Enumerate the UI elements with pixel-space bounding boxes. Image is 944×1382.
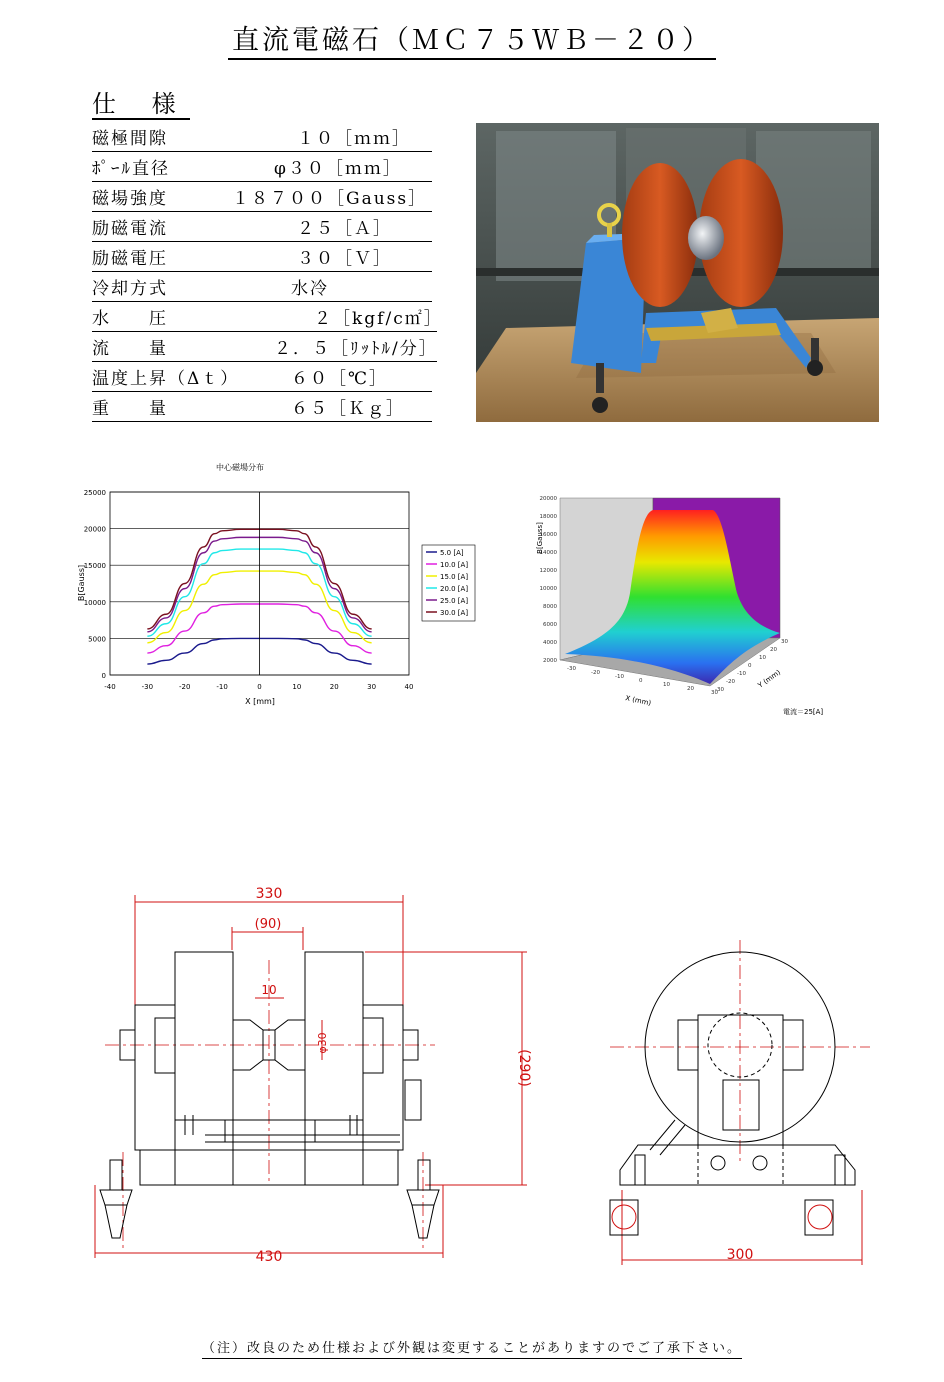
chart-title: 中心磁場分布 [216,463,264,472]
legend-entry: 5.0 [A] [440,549,464,557]
spec-row [92,331,437,362]
legend-entry: 20.0 [A] [440,585,469,593]
spec-row [92,391,432,422]
z-tick-label: 12000 [539,568,557,574]
dim-gap-outer: (90) [254,917,282,932]
spec-label: 磁極間隙 [92,129,168,149]
y-tick-label: 10000 [83,598,106,607]
dim-overall-width: 430 [255,1249,283,1265]
spec-label: 励磁電圧 [92,249,168,269]
x-tick-label: 30 [367,683,377,691]
z-tick-labels [540,496,558,664]
spec-row [92,211,432,242]
x-tick-label: -20 [591,670,600,676]
footnote-text: （注）改良のため仕様および外観は変更することがありますのでご了承下さい。 [202,1341,742,1359]
z-tick-label: 10000 [539,586,557,592]
z-tick-label: 2000 [543,658,557,664]
dim-width: 330 [255,886,283,902]
y-tick-label: -10 [737,671,746,677]
y-tick-label: 5000 [88,635,106,644]
x-tick-label: 10 [663,682,670,688]
z-tick-label: 8000 [543,604,557,610]
spec-value: １０［ｍｍ］ [297,129,411,149]
spec-label: 重 量 [92,399,168,419]
spec-label: 温度上昇（Δｔ） [92,369,240,389]
z-tick-label: 14000 [539,550,557,556]
x-tick-label: -40 [104,683,116,691]
spec-value: φ３０［ｍｍ］ [274,159,402,179]
y-tick-label: 20000 [83,525,106,534]
y-tick-label: 30 [781,639,788,645]
y-tick-label: 0 [101,672,106,680]
z-tick-label: 18000 [539,514,557,520]
x-tick-label: 0 [257,683,262,691]
spec-label: ﾎﾟｰﾙ直径 [92,159,170,179]
current-annotation: 電流＝25[A] [783,708,824,716]
spec-value: ６５［Ｋｇ］ [291,399,405,419]
side-view-drawing [600,935,885,1270]
y-tick-labels [84,489,106,680]
spec-value: ３０［Ｖ］ [297,249,392,269]
spec-value: ２［kgf/c㎡］ [314,309,443,329]
y-axis-label: B[Gauss] [77,564,86,602]
x-tick-label: -30 [141,683,154,691]
x-tick-label: -10 [216,683,228,691]
spec-value: ２．５［ﾘｯﾄﾙ/分］ [274,339,438,359]
y-tick-label: 20 [770,647,777,653]
document-title [0,18,944,57]
field-surface-chart [505,488,845,723]
side-view-outline [610,952,855,1235]
front-view-drawing [85,880,555,1270]
y-tick-label: 0 [748,663,752,669]
z-axis-label: B[Gauss] [536,522,544,554]
y-tick-label: 10 [759,655,766,661]
spec-row [92,121,432,152]
dim-pole: φ30 [316,1032,329,1054]
y-tick-label: -30 [715,687,724,693]
spec-value: １８７００［Gauss］ [232,189,428,209]
z-tick-label: 4000 [543,640,557,646]
x-tick-label: 10 [292,683,302,691]
spec-row [92,181,432,212]
dim-wheel-base: 300 [726,1247,754,1263]
legend-entry: 25.0 [A] [440,597,469,605]
dimension-lines [95,895,527,1258]
x-tick-label: 20 [687,686,694,692]
z-tick-label: 20000 [539,496,557,502]
spec-label: 磁場強度 [92,189,168,209]
x-tick-label: 0 [639,678,643,684]
x-tick-label: -30 [567,666,576,672]
x-axis-label: X (mm) [624,694,652,708]
center-lines [610,940,870,1165]
spec-row [92,271,432,302]
spec-value: ６０［℃］ [291,369,389,389]
footnote [0,1337,944,1356]
x-tick-label: -20 [179,683,191,691]
y-tick-label: -20 [726,679,735,685]
legend-entry: 30.0 [A] [440,609,469,617]
z-tick-label: 16000 [539,532,557,538]
spec-row [92,361,432,392]
spec-label: 冷却方式 [92,279,168,299]
spec-label: 流 量 [92,339,168,359]
center-lines [105,960,435,1250]
spec-value: ２５［Ａ］ [297,219,392,239]
x-tick-labels [104,683,413,691]
center-field-chart [75,455,485,715]
y-tick-label: 25000 [83,489,106,497]
spec-heading: 仕 様 [92,90,190,118]
dim-gap: 10 [261,983,277,997]
spec-row [92,151,432,182]
x-tick-label: 40 [404,683,414,691]
x-tick-label: 30 [711,690,718,696]
spec-label: 水 圧 [92,309,168,329]
spec-row [92,241,432,272]
spec-row [92,301,443,332]
y-tick-label: 15000 [83,562,106,571]
z-tick-label: 6000 [543,622,557,628]
product-photo [476,123,879,422]
chart-legend [422,545,475,621]
x-tick-label: 20 [329,683,339,691]
x-axis-label: X [mm] [245,697,275,706]
dim-height: (290) [516,1049,532,1087]
x-tick-label: -10 [615,674,624,680]
document-title-text: 直流電磁石（ＭＣ７５ＷＢ－２０） [228,25,716,60]
spec-label: 励磁電流 [92,219,168,239]
legend-entry: 10.0 [A] [440,561,469,569]
legend-entry: 15.0 [A] [440,573,469,581]
y-axis-label: Y (mm) [756,668,783,690]
spec-value: 水冷 [291,279,329,299]
